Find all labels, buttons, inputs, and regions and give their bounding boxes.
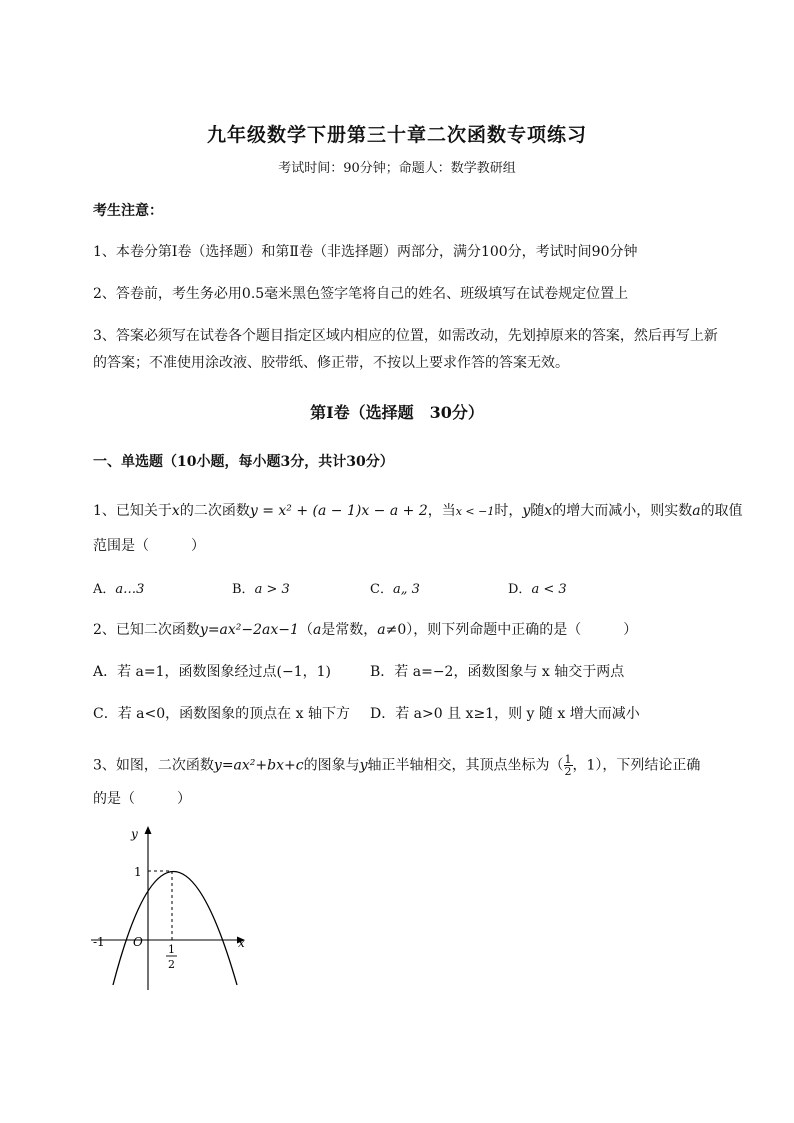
- q2-option-d[interactable]: D．若 a>0 且 x≥1，则 y 随 x 增大而减小: [370, 706, 640, 722]
- question-2-line-1: 2、已知二次函数y=ax²−2ax−1（a是常数，a≠0），则下列命题中正确的是（ ）: [93, 622, 638, 638]
- q2-option-a[interactable]: A．若 a=1，函数图象经过点(−1，1): [93, 664, 332, 680]
- section-title: 第Ⅰ卷（选择题 30分）: [310, 403, 484, 422]
- q1-option-a[interactable]: A．a…3: [93, 582, 145, 597]
- question-3-line-2: 的是（ ）: [93, 791, 191, 807]
- x-axis-label: x: [238, 936, 245, 950]
- half-numerator-label: 1: [168, 943, 175, 956]
- q1-option-b[interactable]: B．a > 3: [232, 582, 290, 597]
- q1-option-d[interactable]: D．a < 3: [508, 582, 567, 597]
- q2-option-c[interactable]: C．若 a<0，函数图象的顶点在 x 轴下方: [93, 706, 350, 722]
- notice-heading: 考生注意：: [93, 203, 163, 219]
- origin-label: O: [133, 935, 143, 949]
- notice-item-3-line-1: 3、答案必须写在试卷各个题目指定区域内相应的位置，如需改动，先划掉原来的答案，然后再写上新: [93, 328, 718, 344]
- page-title: 九年级数学下册第三十章二次函数专项练习: [206, 124, 587, 146]
- question-1-line-2: 范围是（ ）: [93, 538, 205, 554]
- fraction-one-half: $\frac{1}{2}$: [564, 753, 572, 778]
- neg-one-label: -1: [93, 935, 105, 949]
- q1-option-c[interactable]: C．a„ 3: [370, 582, 420, 597]
- q2-option-b[interactable]: B．若 a=−2，函数图象与 x 轴交于两点: [370, 664, 625, 680]
- parabola-figure: [88, 820, 258, 995]
- part-heading: 一、单选题（10小题，每小题3分，共计30分）: [93, 454, 394, 470]
- notice-item-1: 1、本卷分第Ⅰ卷（选择题）和第Ⅱ卷（非选择题）两部分，满分100分，考试时间90分钟: [93, 244, 638, 260]
- notice-item-3-line-2: 的答案；不准使用涂改液、胶带纸、修正带，不按以上要求作答的答案无效。: [93, 355, 569, 371]
- question-3-line-1: 3、如图，二次函数y=ax²+bx+c的图象与y轴正半轴相交，其顶点坐标为（ $\frac{1}{2}$ ，1），下列结论正确: [93, 753, 701, 778]
- question-1-line-1: 1、已知关于x的二次函数y = x² + (a − 1)x − a + 2，当x < −1时，y随x的增大而减小，则实数a的取值: [93, 503, 743, 519]
- half-denominator-label: 2: [168, 958, 175, 971]
- y-axis-arrow-icon: [145, 826, 152, 834]
- exam-info: 考试时间：90分钟；命题人：数学教研组: [278, 161, 516, 176]
- y-axis-label: y: [131, 827, 138, 841]
- parabola-curve: [113, 872, 237, 986]
- y-one-label: 1: [134, 865, 142, 879]
- notice-item-2: 2、答卷前，考生务必用0.5毫米黑色签字笔将自己的姓名、班级填写在试卷规定位置上: [93, 286, 629, 302]
